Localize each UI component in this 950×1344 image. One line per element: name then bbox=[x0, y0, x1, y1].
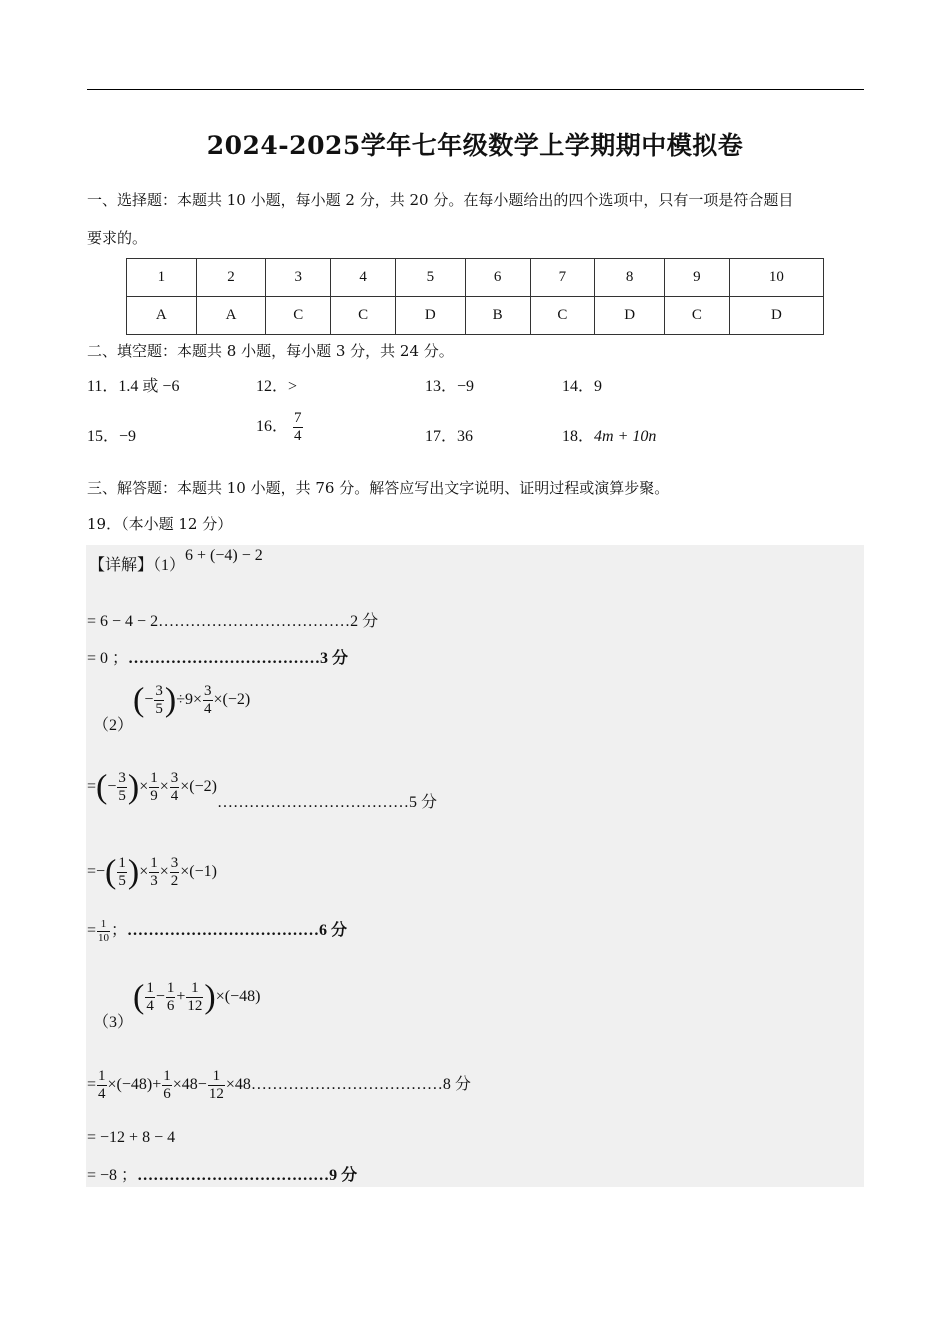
q15-number: 15． bbox=[87, 428, 120, 445]
part3-label: （3） bbox=[93, 1014, 134, 1032]
section2-heading: 二、填空题：本题共 8 小题，每小题 3 分，共 24 分。 bbox=[87, 342, 454, 360]
q19-label: 19．（本小题 12 分） bbox=[87, 515, 233, 533]
part2-step1: =(− $\frac{3}{5}$ )× $\frac{1}{9}$ × $\frac{3}{4}$ ×(−2)………………………………5 分 bbox=[87, 768, 437, 812]
table-cell: A bbox=[127, 297, 197, 335]
q15-value: −9 bbox=[119, 428, 137, 445]
score-dots: ………………………………3 分 bbox=[128, 650, 349, 667]
table-cell: C bbox=[331, 297, 396, 335]
section1-instructions-line2: 要求的。 bbox=[87, 229, 148, 247]
answer-table-answer-row bbox=[127, 297, 824, 335]
table-cell: C bbox=[530, 297, 595, 335]
table-cell: D bbox=[729, 297, 823, 335]
table-cell: D bbox=[595, 297, 665, 335]
q12-answer bbox=[256, 377, 297, 397]
q13-number: 13． bbox=[425, 378, 458, 395]
score-dots: ………………………………8 分 bbox=[250, 1076, 471, 1094]
table-cell: 9 bbox=[665, 259, 730, 297]
score-dots: ………………………………6 分 bbox=[127, 922, 348, 940]
q12-number: 12． bbox=[256, 378, 289, 395]
q16-denominator: 4 bbox=[294, 428, 302, 444]
page-title: 2024-2025学年七年级数学上学期期中模拟卷 bbox=[206, 131, 744, 160]
part1-step1 bbox=[87, 612, 378, 632]
table-cell: 2 bbox=[196, 259, 266, 297]
q11-value: 1.4 或 −6 bbox=[118, 378, 180, 395]
q11-answer bbox=[87, 377, 179, 397]
part2-expression: （2）(− $\frac{3}{5}$ )÷9× $\frac{3}{4}$ ×(−2) bbox=[93, 681, 251, 735]
q14-answer bbox=[562, 377, 602, 397]
answer-table bbox=[126, 258, 824, 335]
table-cell: 6 bbox=[465, 259, 530, 297]
part1-step2-expr: = 0 ； bbox=[87, 650, 129, 667]
q16-fraction bbox=[293, 410, 303, 445]
q14-value: 9 bbox=[594, 378, 603, 395]
part2-label: （2） bbox=[93, 717, 134, 735]
table-cell: D bbox=[396, 297, 466, 335]
q11-number: 11． bbox=[87, 378, 119, 395]
answer-table-number-row bbox=[127, 259, 824, 297]
part3-step3 bbox=[87, 1166, 357, 1186]
q13-answer bbox=[425, 377, 474, 397]
q12-value: > bbox=[288, 378, 298, 395]
q17-value: 36 bbox=[457, 428, 474, 445]
score-dots: ………………………………5 分 bbox=[216, 794, 437, 812]
table-cell: 4 bbox=[331, 259, 396, 297]
q17-answer bbox=[425, 427, 473, 447]
table-cell: B bbox=[465, 297, 530, 335]
table-cell: 10 bbox=[729, 259, 823, 297]
score-dots: ………………………………2 分 bbox=[158, 613, 379, 630]
part1-problem: 6 + (−4) − 2 bbox=[185, 547, 263, 564]
table-cell: 8 bbox=[595, 259, 665, 297]
q16-numerator: 7 bbox=[294, 410, 302, 426]
q14-number: 14． bbox=[562, 378, 595, 395]
part3-step1: = $\frac{1}{4}$ ×(−48)+ $\frac{1}{6}$ ×48− $\frac{1}{12}$ ×48………………………………8 分 bbox=[87, 1068, 471, 1102]
q18-number: 18． bbox=[562, 428, 595, 445]
part1-step1-expr: = 6 − 4 − 2 bbox=[87, 613, 159, 630]
table-cell: C bbox=[266, 297, 331, 335]
section3-heading: 三、解答题：本题共 10 小题，共 76 分。解答应写出文字说明、证明过程或演算步聚。 bbox=[87, 479, 670, 497]
table-cell: 7 bbox=[530, 259, 595, 297]
part3-step2: = −12 + 8 − 4 bbox=[87, 1129, 176, 1146]
q16-answer bbox=[256, 410, 304, 445]
section1-instructions-line1: 一、选择题：本题共 10 小题，每小题 2 分，共 20 分。在每小题给出的四个选项中，只有一项是符合题目 bbox=[87, 191, 794, 209]
table-cell: 5 bbox=[396, 259, 466, 297]
table-cell: 1 bbox=[127, 259, 197, 297]
table-cell: C bbox=[665, 297, 730, 335]
q18-value: 4m + 10n bbox=[594, 428, 657, 445]
top-rule bbox=[87, 89, 864, 90]
q16-number: 16． bbox=[256, 418, 289, 436]
q15-answer bbox=[87, 427, 136, 447]
part3-step3-expr: = −8 ； bbox=[87, 1167, 138, 1184]
part1-expression bbox=[89, 547, 263, 576]
part2-step2: =−( $\frac{1}{5}$ )× $\frac{1}{3}$ × $\frac{3}{2}$ ×(−1) bbox=[87, 853, 217, 891]
score-dots: ………………………………9 分 bbox=[137, 1167, 358, 1184]
q13-value: −9 bbox=[457, 378, 475, 395]
part1-step2 bbox=[87, 649, 348, 669]
part3-expression: （3）( $\frac{1}{4}$ − $\frac{1}{6}$ + $\frac{1}{12}$ )×(−48) bbox=[93, 978, 261, 1032]
q18-answer bbox=[562, 427, 656, 447]
detail-label: 【详解】（1） bbox=[89, 557, 186, 574]
q17-number: 17． bbox=[425, 428, 458, 445]
table-cell: 3 bbox=[266, 259, 331, 297]
part2-step3: = $\frac{1}{10}$ ；………………………………6 分 bbox=[87, 918, 348, 944]
table-cell: A bbox=[196, 297, 266, 335]
